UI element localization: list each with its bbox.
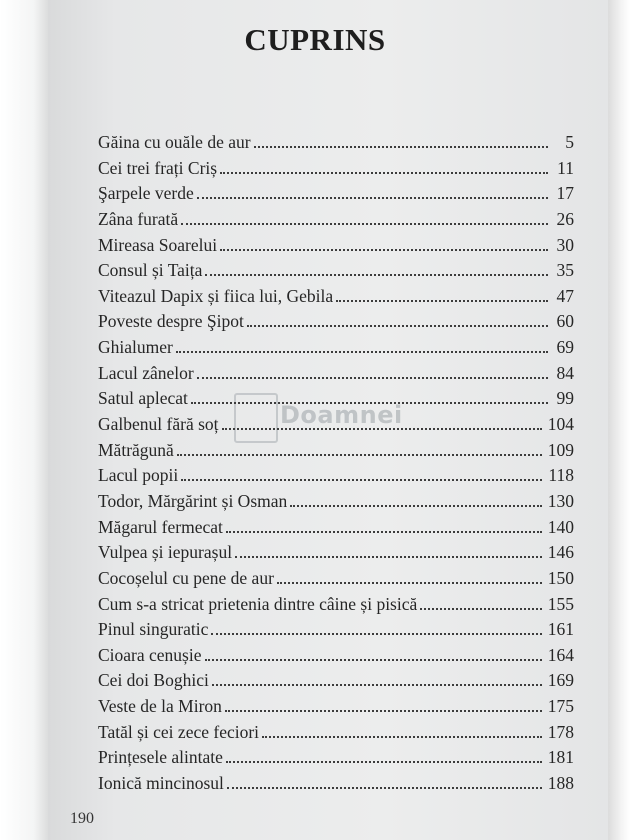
toc-entry-page: 47 bbox=[556, 285, 574, 306]
toc-entry-page: 181 bbox=[547, 747, 574, 768]
toc-entry-page: 169 bbox=[547, 670, 574, 691]
toc-entry bbox=[98, 286, 574, 312]
toc-entry-title: Cei trei frați Criș bbox=[98, 157, 218, 178]
toc-entry-title: Ghialumer bbox=[98, 337, 173, 358]
toc-entry bbox=[98, 542, 574, 568]
toc-entry-page: 26 bbox=[556, 208, 574, 229]
toc-leader-dots bbox=[226, 760, 542, 763]
toc-entry bbox=[98, 645, 574, 671]
toc-leader-dots bbox=[211, 632, 541, 635]
toc-entry-page: 104 bbox=[547, 414, 574, 435]
toc-entry bbox=[98, 594, 574, 620]
toc-leader-dots bbox=[225, 709, 542, 712]
toc-entry-title: Prințesele alintate bbox=[98, 747, 223, 768]
toc-entry-title: Cocoșelul cu pene de aur bbox=[98, 567, 274, 588]
toc-entry-title: Veste de la Miron bbox=[98, 696, 222, 717]
book-gutter-left bbox=[0, 0, 48, 840]
toc-leader-dots bbox=[290, 504, 541, 507]
toc-leader-dots bbox=[197, 376, 548, 379]
page-number: 190 bbox=[70, 810, 94, 827]
toc-entry-page: 188 bbox=[547, 773, 574, 794]
toc-entry bbox=[98, 465, 574, 491]
toc-leader-dots bbox=[181, 478, 542, 481]
toc-leader-dots bbox=[176, 350, 548, 353]
toc-entry-page: 11 bbox=[557, 157, 574, 178]
toc-entry bbox=[98, 568, 574, 594]
table-of-contents bbox=[98, 132, 574, 799]
toc-entry-title: Şarpele verde bbox=[98, 183, 194, 204]
toc-entry-title: Galbenul fără soț bbox=[98, 414, 219, 435]
toc-entry bbox=[98, 260, 574, 286]
toc-entry-page: 30 bbox=[556, 234, 574, 255]
toc-entry-title: Pinul singuratic bbox=[98, 619, 209, 640]
toc-entry bbox=[98, 209, 574, 235]
toc-entry-page: 60 bbox=[556, 311, 574, 332]
toc-entry bbox=[98, 619, 574, 645]
toc-entry-page: 130 bbox=[547, 490, 574, 511]
toc-entry-title: Vulpea și iepurașul bbox=[98, 542, 233, 563]
toc-entry-title: Cei doi Boghici bbox=[98, 670, 209, 691]
toc-leader-dots bbox=[336, 299, 548, 302]
toc-entry bbox=[98, 235, 574, 261]
toc-leader-dots bbox=[197, 196, 548, 199]
toc-leader-dots bbox=[262, 735, 542, 738]
toc-leader-dots bbox=[177, 453, 542, 456]
toc-entry-title: Zâna furată bbox=[98, 208, 179, 229]
toc-entry bbox=[98, 491, 574, 517]
toc-entry-page: 118 bbox=[548, 465, 574, 486]
toc-entry-title: Lacul popii bbox=[98, 465, 179, 486]
toc-entry bbox=[98, 517, 574, 543]
toc-leader-dots bbox=[220, 171, 548, 174]
toc-entry bbox=[98, 337, 574, 363]
toc-entry-page: 175 bbox=[547, 696, 574, 717]
toc-entry-page: 140 bbox=[547, 516, 574, 537]
book-edge-right bbox=[608, 0, 630, 840]
toc-entry-title: Todor, Mărgărint și Osman bbox=[98, 490, 288, 511]
toc-entry-page: 161 bbox=[547, 619, 574, 640]
toc-leader-dots bbox=[226, 530, 542, 533]
toc-leader-dots bbox=[181, 222, 548, 225]
toc-entry-page: 5 bbox=[565, 132, 574, 152]
toc-entry bbox=[98, 440, 574, 466]
toc-entry-title: Găina cu ouăle de aur bbox=[98, 132, 251, 152]
toc-leader-dots bbox=[235, 555, 542, 558]
toc-entry bbox=[98, 183, 574, 209]
toc-entry bbox=[98, 132, 574, 158]
toc-leader-dots bbox=[205, 273, 548, 276]
toc-leader-dots bbox=[254, 145, 548, 148]
toc-entry bbox=[98, 414, 574, 440]
toc-leader-dots bbox=[227, 786, 542, 789]
toc-entry-title: Mătrăgună bbox=[98, 439, 174, 460]
toc-entry-page: 35 bbox=[556, 260, 574, 281]
toc-entry-title: Tatăl și cei zece feciori bbox=[98, 721, 260, 742]
toc-leader-dots bbox=[222, 427, 542, 430]
toc-entry bbox=[98, 388, 574, 414]
toc-entry-title: Consul și Taița bbox=[98, 260, 203, 281]
toc-leader-dots bbox=[212, 683, 542, 686]
toc-entry bbox=[98, 363, 574, 389]
toc-entry-title: Mireasa Soarelui bbox=[98, 234, 218, 255]
toc-entry-title: Poveste despre Şipot bbox=[98, 311, 244, 332]
toc-entry-page: 84 bbox=[556, 362, 574, 383]
toc-entry bbox=[98, 311, 574, 337]
toc-entry-page: 178 bbox=[547, 721, 574, 742]
toc-entry-page: 164 bbox=[547, 644, 574, 665]
toc-entry-page: 155 bbox=[547, 593, 574, 614]
toc-entry bbox=[98, 158, 574, 184]
toc-entry bbox=[98, 722, 574, 748]
toc-entry-page: 109 bbox=[547, 439, 574, 460]
toc-entry bbox=[98, 773, 574, 799]
page-title: CUPRINS bbox=[244, 22, 386, 57]
toc-entry-title: Ionică mincinosul bbox=[98, 773, 224, 794]
toc-leader-dots bbox=[247, 324, 548, 327]
toc-entry-page: 17 bbox=[556, 183, 574, 204]
toc-entry-title: Cum s-a stricat prietenia dintre câine și pisică bbox=[98, 593, 418, 614]
toc-leader-dots bbox=[220, 248, 548, 251]
toc-entry-title: Satul aplecat bbox=[98, 388, 188, 409]
toc-leader-dots bbox=[205, 658, 542, 661]
toc-entry-page: 150 bbox=[547, 567, 574, 588]
toc-entry-page: 69 bbox=[556, 337, 574, 358]
toc-leader-dots bbox=[420, 607, 541, 610]
toc-entry-page: 146 bbox=[547, 542, 574, 563]
toc-entry-title: Lacul zânelor bbox=[98, 362, 194, 383]
toc-entry-page: 99 bbox=[556, 388, 574, 409]
watermark-text: Doamnei bbox=[280, 401, 403, 429]
toc-leader-dots bbox=[277, 581, 542, 584]
toc-entry bbox=[98, 670, 574, 696]
toc-entry bbox=[98, 696, 574, 722]
toc-entry-title: Cioara cenușie bbox=[98, 644, 202, 665]
toc-entry bbox=[98, 747, 574, 773]
toc-entry-title: Viteazul Dapix și fiica lui, Gebila bbox=[98, 285, 334, 306]
toc-leader-dots bbox=[191, 401, 548, 404]
toc-entry-title: Măgarul fermecat bbox=[98, 516, 223, 537]
